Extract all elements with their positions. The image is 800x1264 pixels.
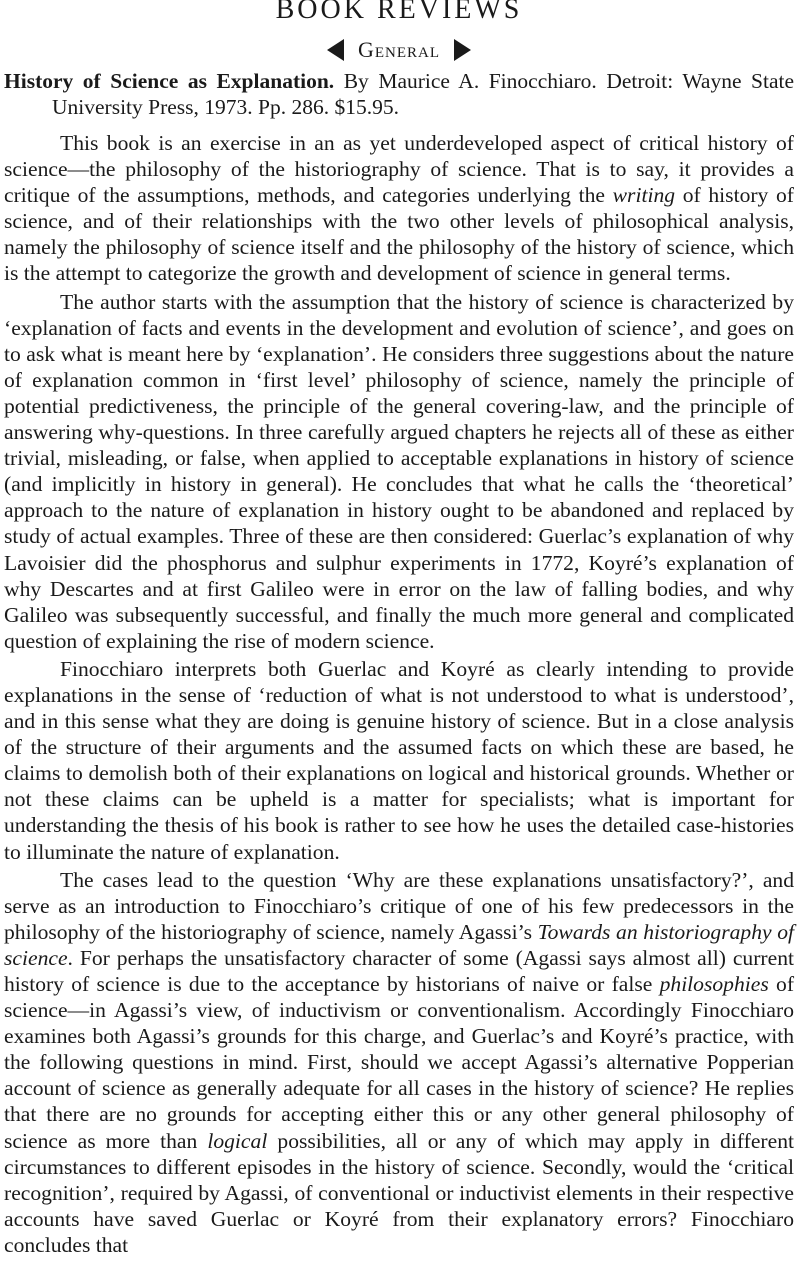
- section-heading-label: General: [357, 37, 441, 62]
- book-publication-details: By Maurice A. Finocchiaro. Detroit: Wayne State University Press, 1973. Pp. 286. $15.95.: [52, 69, 795, 119]
- italic-text: philosophies: [659, 972, 769, 996]
- italic-text: Towards an historiography of science: [4, 919, 794, 970]
- paragraph-text: . For perhaps the unsatisfactory character of some (Agassi says almost all) current history of science is due to the acceptance by historians of naive or false: [4, 945, 794, 996]
- running-head: BOOK REVIEWS: [275, 0, 523, 22]
- paragraph-text: of science—in Agassi’s view, of inductivism or conventionalism. Accordingly Finocchiaro examines both Agassi’s grounds for this charge, and Guerlac’s and Koyré’s practice, with the following questions in mind. First, should we accept Agassi’s alternative Popperian account of science as generally adequate for all cases in the history of science? He replies that there are no grounds for accepting either this or any other general philosophy of science as more than: [4, 972, 795, 1153]
- paragraph: [4, 289, 794, 654]
- paragraph-text: The cases lead to the question ‘Why are these explanations unsatisfactory?’, and serve as an introduction to Finocchiaro’s critique of one of his few predecessors in the philosophy of the historiography of science, namely Agassi’s: [4, 867, 794, 944]
- paragraph-text: possibilities, all or any of which may apply in different circumstances to different episodes in the history of science. Secondly, would the ‘critical recognition’, required by Agassi, of conventional or inductivist elements in their respective accounts have saved Guerlac or Koyré from their explanatory errors? Finocchiaro concludes that: [4, 1128, 794, 1257]
- triangle-right-icon: [454, 39, 471, 61]
- paragraph-text: Finocchiaro interprets both Guerlac and Koyré as clearly intending to provide explanations in the sense of ‘reduction of what is not understood to what is understood’, and in this sense what they are doing is genuine history of science. But in a close analysis of the structure of their arguments and the assumed facts on which these are based, he claims to demolish both of their explanations on logical and historical grounds. Whether or not these claims can be upheld is a matter for specialists; what is important for understanding the thesis of his book is rather to see how he uses the detailed case-histories to illuminate the nature of explanation.: [4, 656, 794, 864]
- italic-text: writing: [612, 183, 676, 208]
- italic-text: logical: [207, 1128, 268, 1153]
- paragraph-text: of history of science, and of their relationships with the two other levels of philosophical analysis, namely the philosophy of science itself and the philosophy of the history of science, which is the attempt to categorize the growth and development of science in general terms.: [4, 183, 795, 286]
- paragraph-text: This book is an exercise in an as yet underdeveloped aspect of critical history of science—the philosophy of the historiography of science. That is to say, it provides a critique of the assumptions, methods, and categories underlying the: [4, 131, 794, 208]
- paragraph: [4, 867, 794, 1258]
- review-body: [4, 130, 794, 1258]
- paragraph-text: The author starts with the assumption that the history of science is characterized by ‘explanation of facts and events in the development and evolution of science’, and goes on to ask what is meant here by ‘explanation’. He considers three suggestions about the nature of explanation common in ‘first level’ philosophy of science, namely the principle of potential predictiveness, the principle of the general covering-law, and the principle of answering why-questions. In three carefully argued chapters he rejects all of these as either trivial, misleading, or false, when applied to acceptable explanations in history of science (and implicitly in history in general). He concludes that what he calls the ‘theoretical’ approach to the nature of explanation in history ought to be abandoned and replaced by study of actual examples. Three of these are then considered: Guerlac’s explanation of why Lavoisier did the phosphorus and sulphur experiments in 1772, Koyré’s explanation of why Descartes and at first Galileo were in error on the law of falling bodies, and why Galileo was subsequently successful, and finally the much more general and complicated question of explaining the rise of modern science.: [4, 289, 794, 653]
- paragraph: [4, 656, 794, 865]
- section-heading: [4, 36, 794, 64]
- book-title: History of Science as Explanation.: [4, 69, 335, 93]
- paragraph: [4, 130, 794, 287]
- triangle-left-icon: [327, 39, 344, 61]
- review-citation: [4, 68, 794, 120]
